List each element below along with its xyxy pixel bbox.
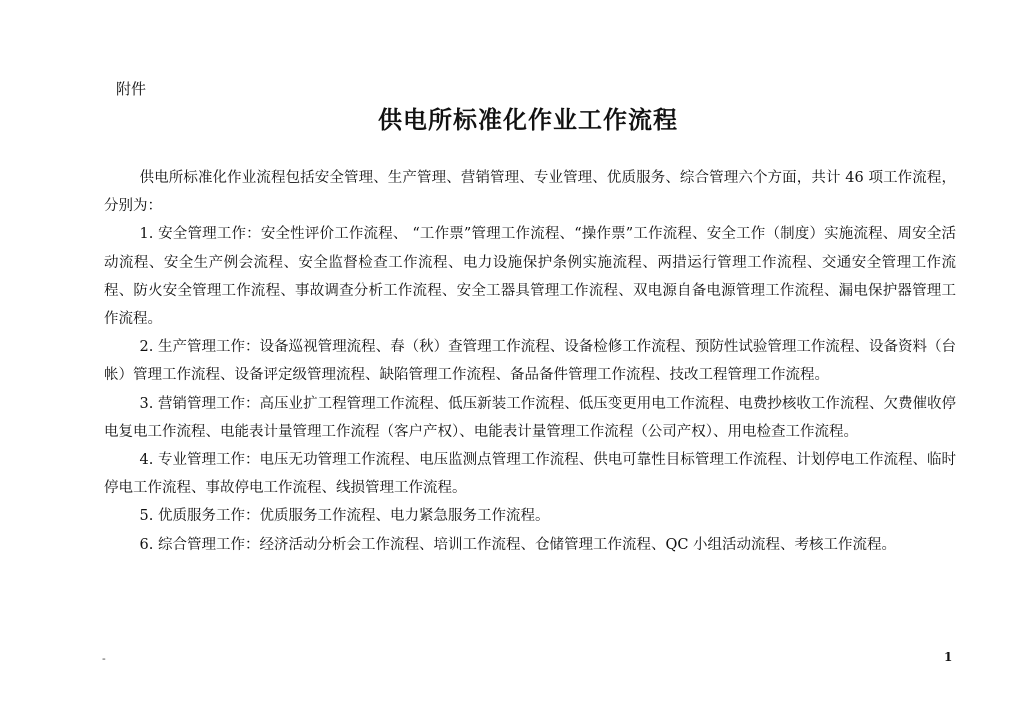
- paragraph-comprehensive-management: 6. 综合管理工作：经济活动分析会工作流程、培训工作流程、仓储管理工作流程、QC 小组活动流程、考核工作流程。: [139, 536, 897, 553]
- document-body: [104, 164, 956, 559]
- page-number: 1: [944, 650, 953, 664]
- paragraph-safety-management: 1. 安全管理工作：安全性评价工作流程、 “工作票”管理工作流程、“操作票”工作流程、安全工作（制度）实施流程、周安全活动流程、安全生产例会流程、安全监督检查工作流程、电力设施保护条例实施流程、两措运行管理工作流程、交通安全管理工作流程、防火安全管理工作流程、事故调查分析工作流程、安全工器具管理工作流程、双电源自备电源管理工作流程、漏电保护器管理工作流程。: [104, 226, 956, 328]
- intro-paragraph: 供电所标准化作业流程包括安全管理、生产管理、营销管理、专业管理、优质服务、综合管理六个方面，共计 46 项工作流程，分别为：: [104, 170, 956, 215]
- attachment-label: 附件: [116, 80, 147, 98]
- paragraph-quality-service: 5. 优质服务工作：优质服务工作流程、电力紧急服务工作流程。: [139, 508, 550, 525]
- paragraph-marketing-management: 3. 营销管理工作：高压业扩工程管理工作流程、低压新装工作流程、低压变更用电工作流程、电费抄核收工作流程、欠费催收停电复电工作流程、电能表计量管理工作流程（客户产权）、电能表计量管理工作流程（公司产权）、用电检查工作流程。: [104, 395, 956, 440]
- paragraph-production-management: 2. 生产管理工作：设备巡视管理流程、春（秋）查管理工作流程、设备检修工作流程、预防性试验管理工作流程、设备资料（台帐）管理工作流程、设备评定级管理流程、缺陷管理工作流程、备品备件管理工作流程、技改工程管理工作流程。: [104, 339, 956, 384]
- document-title: 供电所标准化作业工作流程: [378, 105, 678, 134]
- paragraph-professional-management: 4. 专业管理工作：电压无功管理工作流程、电压监测点管理工作流程、供电可靠性目标管理工作流程、计划停电工作流程、临时停电工作流程、事故停电工作流程、线损管理工作流程。: [104, 452, 956, 497]
- footer-mark: -: [102, 652, 106, 665]
